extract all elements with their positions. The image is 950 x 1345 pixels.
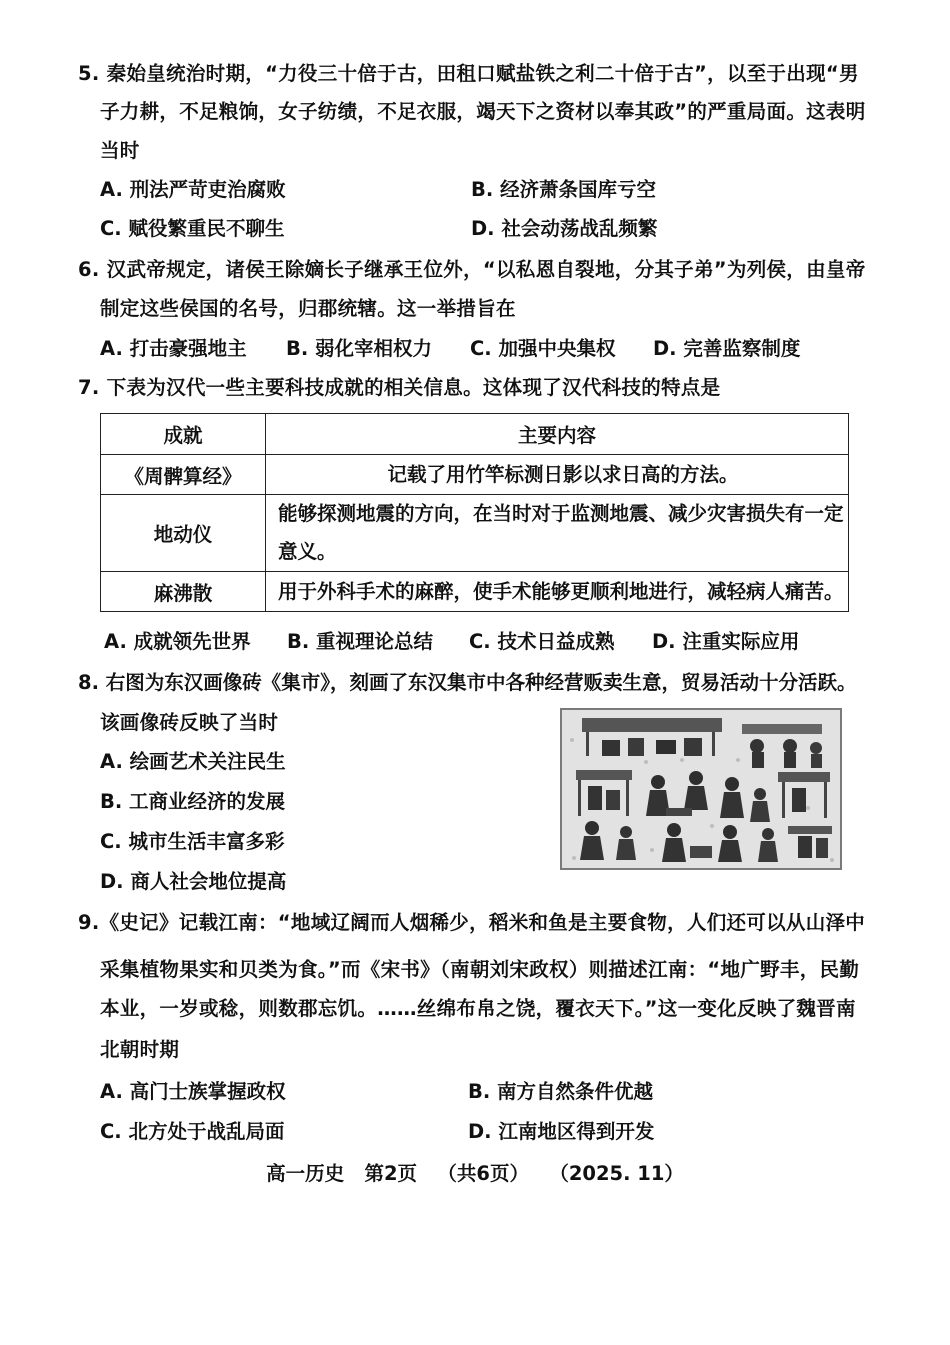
q9-option-b: B. 南方自然条件优越	[468, 1080, 654, 1103]
q8-option-d: D. 商人社会地位提高	[100, 870, 287, 893]
q9-option-a: A. 高门士族掌握政权	[100, 1080, 286, 1103]
q9-stem-line4: 北朝时期	[100, 1038, 180, 1061]
table-header-content: 主要内容	[266, 414, 849, 455]
q8-stem-line1: 8. 右图为东汉画像砖《集市》，刻画了东汉集市中各种经营贩卖生意，贸易活动十分活跃。	[78, 671, 857, 694]
table-row	[101, 572, 849, 612]
achievements-table	[100, 413, 849, 612]
q6-option-b: B. 弱化宰相权力	[286, 337, 433, 360]
table-cell-name: 地动仪	[101, 495, 266, 572]
q5-stem-line3: 当时	[100, 139, 140, 162]
table-cell-content: 记载了用竹竿标测日影以求日高的方法。	[266, 455, 849, 495]
q5-option-b: B. 经济萧条国库亏空	[471, 178, 657, 201]
q9-option-c: C. 北方处于战乱局面	[100, 1120, 285, 1143]
q6-option-c: C. 加强中央集权	[470, 337, 616, 360]
table-cell-content	[266, 495, 849, 572]
q8-option-a: A. 绘画艺术关注民生	[100, 750, 286, 773]
q6-option-d: D. 完善监察制度	[653, 337, 801, 360]
q5-stem-line1: 5. 秦始皇统治时期，“力役三十倍于古，田租口赋盐铁之利二十倍于古”，以至于出现“男	[78, 62, 859, 85]
table-cell-name: 麻沸散	[101, 572, 266, 612]
q7-option-d: D. 注重实际应用	[652, 630, 800, 653]
table-row	[101, 495, 849, 572]
q7-option-a: A. 成就领先世界	[104, 630, 251, 653]
table-header-row	[101, 414, 849, 455]
page-footer: 高一历史 第2页 （共6页） （2025. 11）	[266, 1162, 684, 1185]
table-cell-content-line1: 能够探测地震的方向，在当时对于监测地震、减少灾害损失有一定	[278, 502, 844, 525]
q7-stem: 7. 下表为汉代一些主要科技成就的相关信息。这体现了汉代科技的特点是	[78, 376, 721, 399]
q6-option-a: A. 打击豪强地主	[100, 337, 247, 360]
q5-option-a: A. 刑法严苛吏治腐败	[100, 178, 286, 201]
q9-stem-line3: 本业，一岁或稔，则数郡忘饥。……丝绵布帛之饶，覆衣天下。”这一变化反映了魏晋南	[100, 997, 856, 1020]
market-relief-brick-image	[560, 708, 842, 870]
q5-option-c: C. 赋役繁重民不聊生	[100, 217, 285, 240]
q6-stem-line1: 6. 汉武帝规定，诸侯王除嫡长子继承王位外，“以私恩自裂地，分其子弟”为列侯，由皇帝	[78, 258, 866, 281]
q8-stem-line2: 该画像砖反映了当时	[100, 711, 279, 734]
q5-option-d: D. 社会动荡战乱频繁	[471, 217, 658, 240]
table-cell-name: 《周髀算经》	[101, 455, 266, 495]
q9-option-d: D. 江南地区得到开发	[468, 1120, 655, 1143]
table-header-achievement: 成就	[101, 414, 266, 455]
table-row	[101, 455, 849, 495]
q8-option-b: B. 工商业经济的发展	[100, 790, 286, 813]
q8-option-c: C. 城市生活丰富多彩	[100, 830, 285, 853]
q9-stem-line1: 9.《史记》记载江南：“地域辽阔而人烟稀少，稻米和鱼是主要食物，人们还可以从山泽中	[78, 911, 866, 934]
table-cell-content-line2: 意义。	[278, 540, 337, 563]
q6-stem-line2: 制定这些侯国的名号，归郡统辖。这一举措旨在	[100, 297, 516, 320]
q9-stem-line2: 采集植物果实和贝类为食。”而《宋书》（南朝刘宋政权）则描述江南：“地广野丰，民勤	[100, 958, 860, 981]
q7-option-c: C. 技术日益成熟	[469, 630, 615, 653]
table-cell-content: 用于外科手术的麻醉，使手术能够更顺利地进行，减轻病人痛苦。	[266, 572, 849, 612]
q5-stem-line2: 子力耕，不足粮饷，女子纺绩，不足衣服，竭天下之资材以奉其政”的严重局面。这表明	[100, 100, 866, 123]
q7-option-b: B. 重视理论总结	[287, 630, 434, 653]
market-scene-illustration	[562, 710, 840, 868]
